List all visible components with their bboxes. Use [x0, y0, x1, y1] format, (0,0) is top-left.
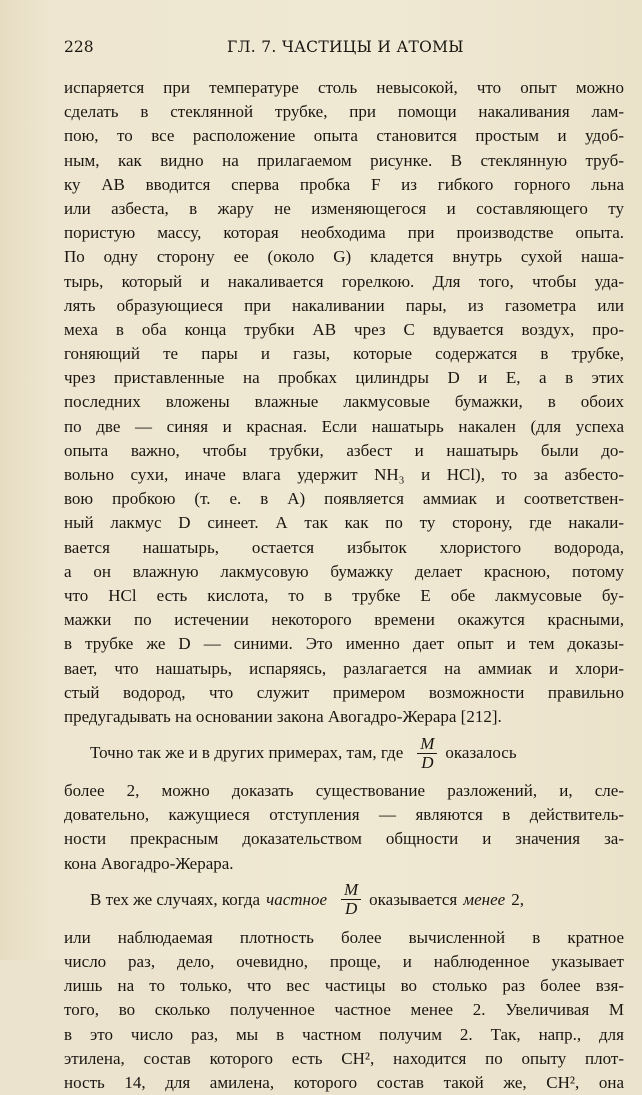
text-line: вольно сухи, иначе влага удержит NH₃ и HCl), то за азбесто- — [64, 465, 624, 484]
italic-term: менее — [463, 889, 506, 909]
text-line: ным, как видно на прилагаемом рисунке. В стеклянную труб- — [64, 150, 624, 170]
text-line: в это число раз, мы в частном получим 2. Так, напр., для — [64, 1024, 624, 1044]
text-line: меха в оба конца трубки AB чрез C вдувается воздух, про- — [64, 319, 624, 339]
text-line: лять образующиеся при накаливании пары, из газометра или — [64, 295, 624, 315]
text-segment: оказывается — [369, 889, 458, 909]
text-line: стый водород, что служит примером возможности правильно — [64, 682, 624, 702]
text-segment: Точно так же и в других примерах, там, где — [90, 742, 404, 762]
text-line: а он влажную лакмусовую бумажку делает красною, потому — [64, 561, 624, 581]
text-line: испаряется при температуре столь невысокой, что опыт можно — [64, 78, 624, 97]
page-number: 228 — [64, 38, 94, 56]
italic-term: частное — [266, 889, 327, 909]
text-line: того, во сколько полученное частное менее 2. Увеличивая M — [64, 1000, 624, 1020]
fraction-numerator: M — [417, 735, 437, 754]
text-line: вает, что нашатырь, испаряясь, разлагается на аммиак и хлори- — [64, 658, 624, 678]
text-line: сделать в стеклянной трубке, при помощи накаливания лам- — [64, 102, 624, 122]
text-line: ность 14, для амилена, которого состав такой же, CH², она — [64, 1072, 624, 1092]
fraction-m-over-d — [417, 735, 437, 772]
text-segment: В тех же случаях, когда — [90, 889, 261, 909]
text-line: вою пробкою (т. е. в A) появляется аммиак и соответствен- — [64, 489, 624, 509]
text-line: чрез приставленные на пробках цилиндры D и E, а в этих — [64, 368, 624, 388]
page-body — [64, 76, 624, 1095]
text-line: пористую массу, которая необходима при производстве опыта. — [64, 223, 624, 243]
text-line: число раз, дело, очевидно, проще, и наблюденное указывает — [64, 952, 624, 971]
text-line: этилена, состав которого есть CH², находится по опыту плот- — [64, 1048, 624, 1068]
text-line: мажки по истечении некоторого времени окажутся красными, — [64, 610, 624, 630]
text-line: или наблюдаемая плотность более вычисленной в кратное — [64, 927, 624, 947]
fraction-numerator: M — [341, 881, 361, 900]
text-line: в трубке же D — синими. Это именно дает опыт и тем доказы- — [64, 634, 624, 654]
text-line: или азбеста, в жару не изменяющегося и составляющего ту — [64, 198, 624, 218]
text-line: довательно, кажущиеся отступления — являются в действитель- — [64, 805, 624, 825]
paragraph-1 — [64, 76, 624, 729]
paragraph-2 — [64, 731, 624, 876]
formula-line — [64, 731, 624, 775]
text-line: По одну сторону ее (около G) кладется внутрь сухой наша- — [64, 247, 624, 267]
text-line: последних вложены влажные лакмусовые бумажки, в обоих — [64, 392, 624, 412]
running-title: ГЛ. 7. ЧАСТИЦЫ И АТОМЫ — [227, 38, 464, 56]
fraction-denominator: D — [344, 899, 358, 919]
text-line: тырь, который и накаливается горелкою. Для того, чтобы уда- — [64, 271, 624, 291]
text-line: ку AB вводится сперва пробка F из гибкого горного льна — [64, 174, 624, 194]
text-line: вается нашатырь, остается избыток хлористого водорода, — [64, 537, 624, 557]
text-line: более 2, можно доказать существование разложений, и, сле- — [64, 781, 624, 801]
text-line: опыта важно, чтобы трубки, азбест и нашатырь были до- — [64, 440, 624, 460]
text-line: гоняющий те пары и газы, которые содержатся в трубке, — [64, 344, 624, 364]
fraction-m-over-d — [341, 881, 361, 918]
text-segment: 2, — [511, 889, 524, 909]
formula-line — [64, 878, 624, 922]
paragraph-3 — [64, 878, 624, 1095]
page-header — [64, 38, 624, 60]
text-line: кона Авогадро-Жерара. — [64, 853, 234, 873]
text-line: что HCl есть кислота, то в трубке E обе лакмусовые бу- — [64, 585, 624, 605]
fraction-denominator: D — [421, 752, 434, 772]
text-line: лишь на то только, что вес частицы во столько раз более взя- — [64, 976, 624, 996]
text-line: ности прекрасным доказательством общности и значения за- — [64, 829, 624, 849]
text-line: пою, то все расположение опыта становится простым и удоб- — [64, 126, 624, 146]
text-line: по две — синяя и красная. Если нашатырь накален (для успеха — [64, 416, 624, 436]
text-line: предугадывать на основании закона Авогадро-Жерара [212]. — [64, 706, 502, 726]
text-line: ный лакмус D синеет. А так как по ту сторону, где накали- — [64, 513, 624, 533]
text-segment: оказалось — [445, 742, 517, 762]
